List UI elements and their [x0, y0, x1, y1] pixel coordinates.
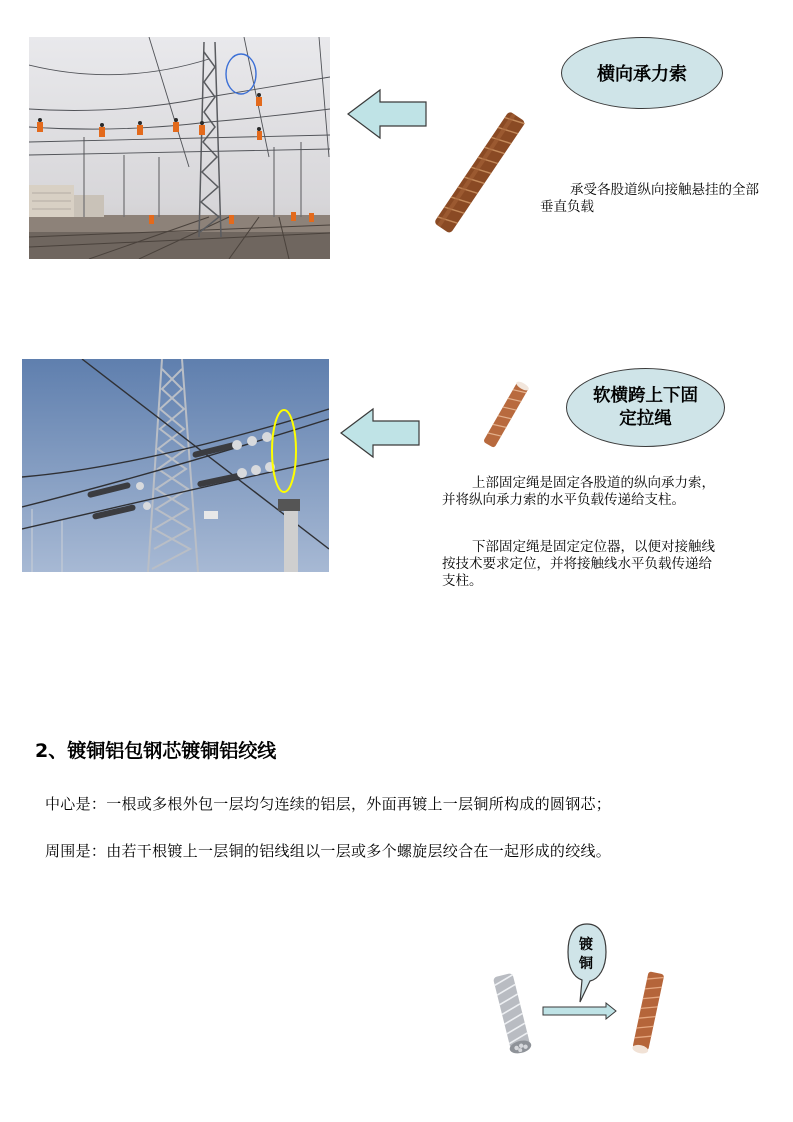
- cross-span-insulators-photo: [22, 359, 329, 572]
- center-description: 中心是：一根或多根外包一层均匀连续的铝层，外面再镀上一层铜所构成的圆钢芯；: [45, 795, 612, 813]
- section2-paragraph-upper: 上部固定绳是固定各股道的纵向承力索，并将纵向承力索的水平负载传递给支柱。: [442, 475, 715, 508]
- callout-title: 软横跨上下固定拉绳: [593, 385, 698, 429]
- right-arrow-icon: [542, 1002, 617, 1020]
- surrounding-description: 周围是：由若干根镀上一层铜的铝线组以一层或多个螺旋层绞合在一起形成的绞线。: [45, 842, 612, 860]
- plating-label: 镀铜: [579, 937, 593, 972]
- copper-strand-image: [472, 378, 542, 450]
- callout-transverse-messenger: [561, 37, 723, 109]
- copper-strand-image: [433, 105, 528, 240]
- workers-on-catenary-photo: [29, 37, 330, 259]
- callout-cross-span-wires: [566, 368, 725, 447]
- callout-title: 横向承力索: [597, 64, 687, 85]
- section1-description: 承受各股道纵向接触悬挂的全部垂直负载: [540, 182, 759, 215]
- left-arrow-icon: [346, 88, 428, 140]
- section-heading: 2、镀铜铝包钢芯镀铜铝绞线: [35, 740, 277, 762]
- section2-paragraph-lower: 下部固定绳是固定定位器，以便对接触线按技术要求定位，并将接触线水平负载传递给支柱。: [442, 539, 715, 589]
- copper-clad-strand-image: [623, 968, 673, 1058]
- aluminum-strand-image: [487, 968, 537, 1058]
- left-arrow-icon: [339, 407, 421, 459]
